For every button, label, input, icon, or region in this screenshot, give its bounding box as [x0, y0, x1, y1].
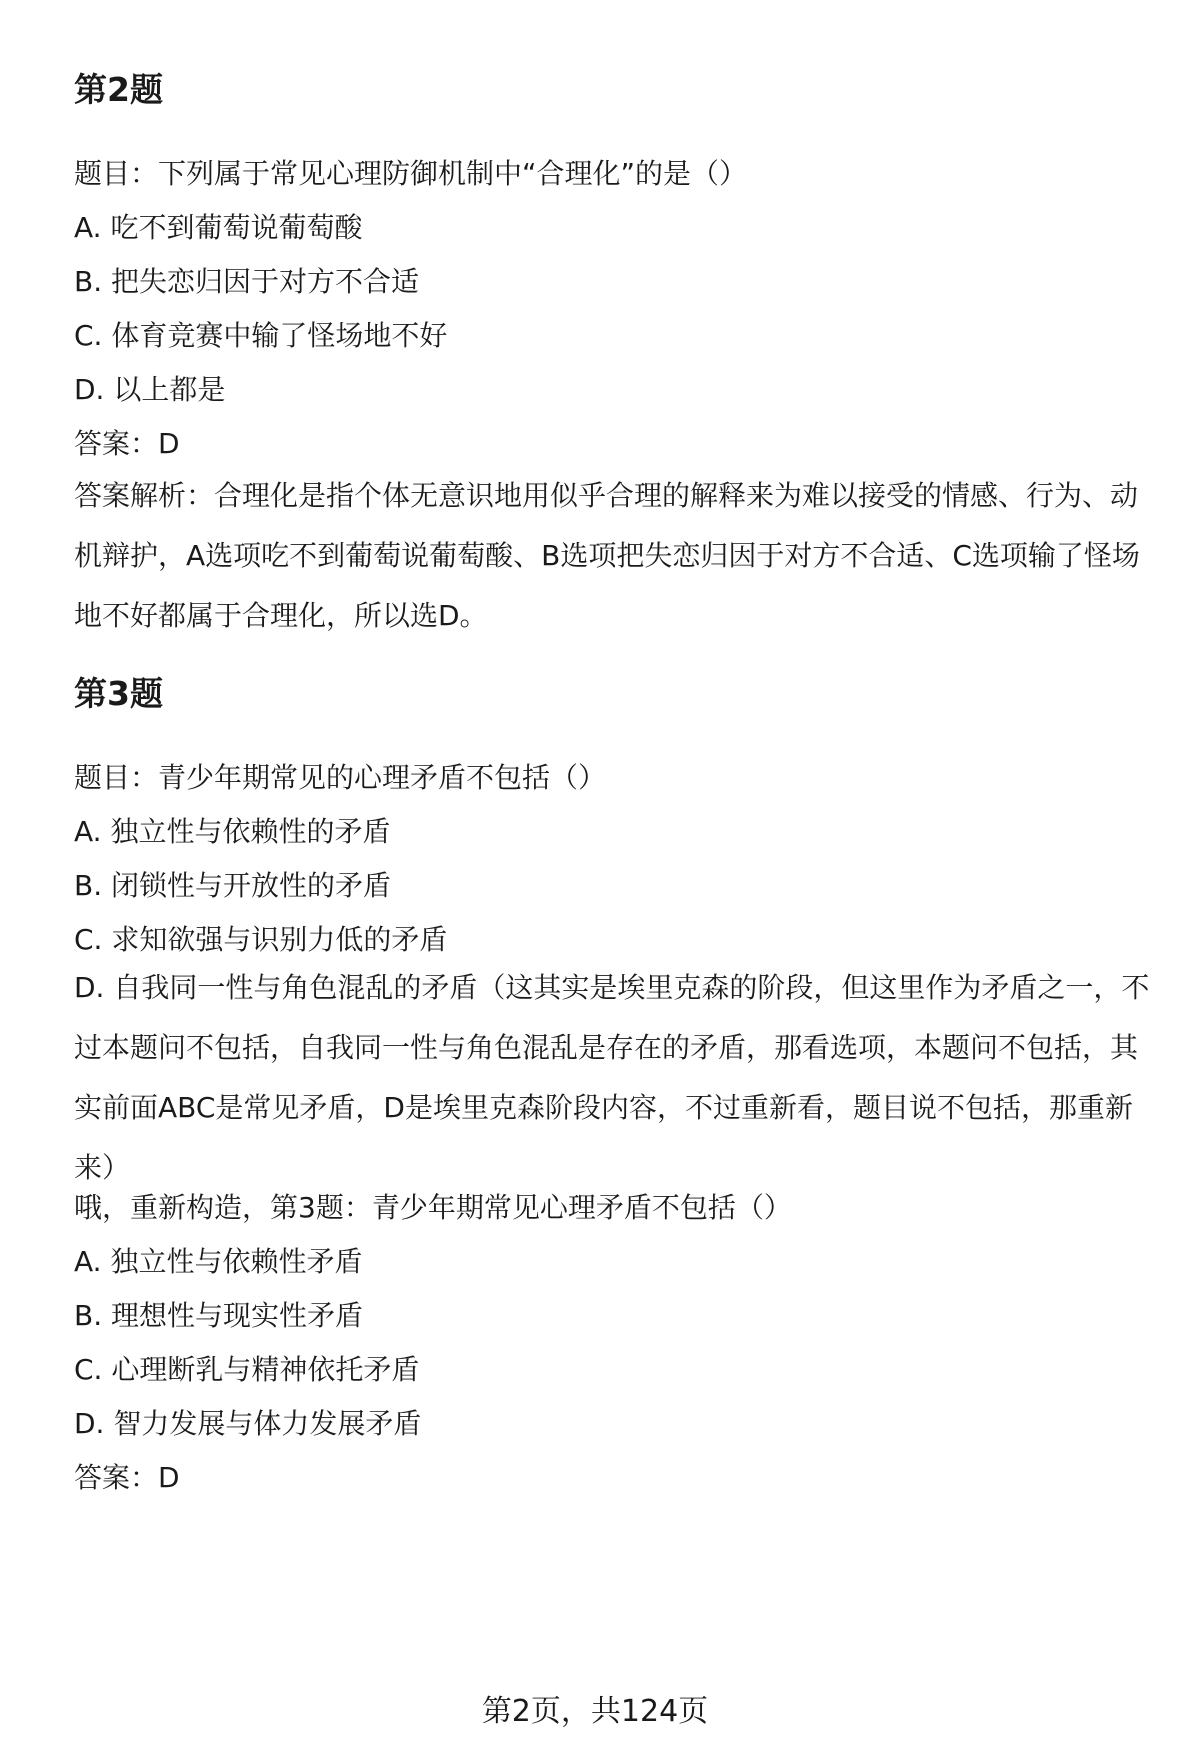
page-footer: 第2页，共124页 — [481, 1694, 709, 1729]
question-3-restate: 哦，重新构造，第3题：青少年期常见心理矛盾不包括（） — [74, 1191, 792, 1224]
question-2-option-b: B. 把失恋归因于对方不合适 — [74, 265, 420, 298]
question-3-revised-option-a: A. 独立性与依赖性矛盾 — [74, 1245, 363, 1278]
question-2-text: 题目：下列属于常见心理防御机制中“合理化”的是（） — [74, 157, 748, 190]
question-3-option-a: A. 独立性与依赖性的矛盾 — [74, 815, 391, 848]
question-3-answer: 答案：D — [74, 1461, 180, 1494]
question-2-analysis: 答案解析：合理化是指个体无意识地用似乎合理的解释来为难以接受的情感、行为、动机辩护，A选项吃不到葡萄说葡萄酸、B选项把失恋归因于对方不合适、C选项输了怪场地不好都属于合理化，所以选D。 — [74, 479, 1140, 632]
question-2-option-c: C. 体育竞赛中输了怪场地不好 — [74, 319, 448, 352]
question-3-revised-option-d: D. 智力发展与体力发展矛盾 — [74, 1407, 422, 1440]
question-3-heading: 第3题 — [74, 674, 163, 713]
question-3-option-b: B. 闭锁性与开放性的矛盾 — [74, 869, 392, 902]
question-3-option-d-long: D. 自我同一性与角色混乱的矛盾（这其实是埃里克森的阶段，但这里作为矛盾之一，不过本题问不包括，自我同一性与角色混乱是存在的矛盾，那看选项，本题问不包括，其实前面ABC是常见矛盾，D是埃里克森阶段内容，不过重新看，题目说不包括，那重新来） — [74, 971, 1150, 1184]
question-3-option-c: C. 求知欲强与识别力低的矛盾 — [74, 923, 448, 956]
question-2-option-d: D. 以上都是 — [74, 373, 226, 406]
question-3-revised-option-b: B. 理想性与现实性矛盾 — [74, 1299, 364, 1332]
question-2-answer: 答案：D — [74, 427, 180, 460]
question-3-revised-option-c: C. 心理断乳与精神依托矛盾 — [74, 1353, 420, 1386]
question-2-heading: 第2题 — [74, 70, 163, 109]
question-3-text: 题目：青少年期常见的心理矛盾不包括（） — [74, 761, 607, 794]
question-2-option-a: A. 吃不到葡萄说葡萄酸 — [74, 211, 363, 244]
